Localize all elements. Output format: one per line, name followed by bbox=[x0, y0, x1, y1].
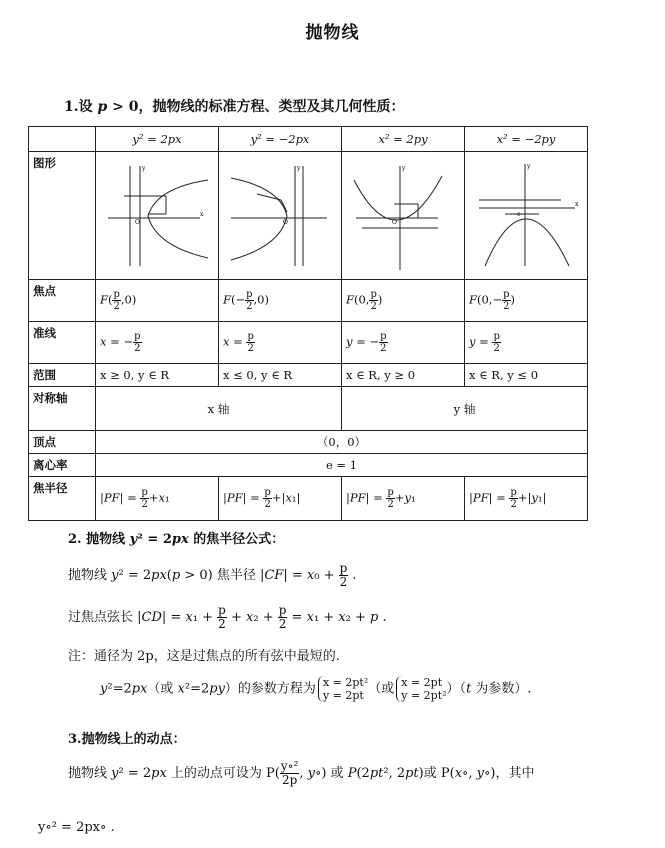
directrix-cell: y = $\frac{p}{2}$ bbox=[465, 322, 588, 364]
axis-cell-x: x 轴 bbox=[96, 387, 342, 431]
graph-row bbox=[29, 152, 588, 280]
focal-radius-cell: |PF| = $\frac{p}{2}$ +|x₁| bbox=[219, 477, 342, 521]
svg-text:x: x bbox=[200, 210, 204, 218]
focal-radius-cell: |PF| = $\frac{p}{2}$ +y₁ bbox=[342, 477, 465, 521]
section-2-line-2: 过焦点弦长 |CD| = x₁ + $\frac{p}{2}$ + x₂ + $\frac{p}{2}$ = x₁ + x₂ + p . bbox=[68, 603, 387, 631]
svg-text:y: y bbox=[297, 164, 301, 172]
header-eq-4: x² = −2py bbox=[465, 127, 588, 152]
section-2-note: 注：通径为 2p，这是过焦点的所有弦中最短的. bbox=[68, 649, 340, 664]
header-eq-3: x² = 2py bbox=[342, 127, 465, 152]
row-label-range: 范围 bbox=[29, 364, 96, 387]
svg-text:x: x bbox=[575, 200, 579, 208]
header-eq-1: y² = 2px bbox=[96, 127, 219, 152]
directrix-cell: y = − $\frac{p}{2}$ bbox=[342, 322, 465, 364]
row-label-focus: 焦点 bbox=[29, 280, 96, 322]
section-2-heading: 2. 抛物线 y² = 2px 的焦半径公式： bbox=[68, 532, 285, 547]
svg-text:y: y bbox=[402, 164, 406, 172]
section-3-heading: 3.抛物线上的动点： bbox=[68, 732, 186, 747]
page-title: 抛物线 bbox=[305, 23, 360, 43]
section-2-parametric: y²=2px（或 x²=2py）的参数方程为 x = 2pt² y = 2pt （或 x = 2pt y = 2pt²）（t 为参数）. bbox=[100, 676, 532, 702]
focus-cell: F( $\frac{p}{2}$ ,0) bbox=[96, 280, 219, 322]
vertex-row bbox=[29, 431, 588, 454]
section-3-line-1: 抛物线 y² = 2px 上的动点可设为 P( $\frac{\text{y∘²}}{2p}$ , y∘) 或 P(2pt², 2pt)或 P(x∘, y∘)，其中 bbox=[68, 759, 535, 787]
svg-text:y: y bbox=[527, 162, 531, 170]
focus-cell: F(0,− $\frac{p}{2}$ ) bbox=[465, 280, 588, 322]
svg-text:O: O bbox=[392, 218, 397, 226]
graph-up-opening bbox=[342, 152, 465, 280]
graph-right-opening bbox=[96, 152, 219, 280]
range-cell: x ∈ R, y ≤ 0 bbox=[465, 364, 588, 387]
axis-cell-y: y 轴 bbox=[342, 387, 588, 431]
eccentricity-row bbox=[29, 454, 588, 477]
header-empty bbox=[29, 127, 96, 152]
svg-text:O: O bbox=[283, 218, 288, 226]
directrix-cell: x = − $\frac{p}{2}$ bbox=[96, 322, 219, 364]
section-1-heading: 1.设 p > 0，抛物线的标准方程、类型及其几何性质： bbox=[64, 99, 405, 115]
graph-left-opening bbox=[219, 152, 342, 280]
focus-cell: F(− $\frac{p}{2}$ ,0) bbox=[219, 280, 342, 322]
focus-row bbox=[29, 280, 588, 322]
row-label-vertex: 顶点 bbox=[29, 431, 96, 454]
graph-down-opening bbox=[465, 152, 588, 280]
focal-radius-cell: |PF| = $\frac{p}{2}$ +|y₁| bbox=[465, 477, 588, 521]
directrix-cell: x = $\frac{p}{2}$ bbox=[219, 322, 342, 364]
focal-radius-row bbox=[29, 477, 588, 521]
eccentricity-cell: e = 1 bbox=[96, 454, 588, 477]
table-header-row bbox=[29, 127, 588, 152]
svg-text:O: O bbox=[135, 218, 140, 226]
axis-row bbox=[29, 387, 588, 431]
focus-cell: F(0, $\frac{p}{2}$ ) bbox=[342, 280, 465, 322]
range-row bbox=[29, 364, 588, 387]
svg-text:y: y bbox=[142, 164, 146, 172]
directrix-row bbox=[29, 322, 588, 364]
range-cell: x ∈ R, y ≥ 0 bbox=[342, 364, 465, 387]
vertex-cell: （0，0） bbox=[96, 431, 588, 454]
row-label-graph: 图形 bbox=[29, 152, 96, 280]
section-3-line-2: y∘² = 2px∘ . bbox=[38, 820, 115, 835]
row-label-eccentricity: 离心率 bbox=[29, 454, 96, 477]
row-label-focal-radius: 焦半径 bbox=[29, 477, 96, 521]
focal-radius-cell: |PF| = $\frac{p}{2}$ +x₁ bbox=[96, 477, 219, 521]
row-label-directrix: 准线 bbox=[29, 322, 96, 364]
section-2-line-1: 抛物线 y² = 2px(p > 0) 焦半径 |CF| = x₀ + $\frac{p}{2}$ . bbox=[68, 561, 357, 589]
range-cell: x ≥ 0, y ∈ R bbox=[96, 364, 219, 387]
svg-text:o: o bbox=[517, 210, 521, 218]
header-eq-2: y² = −2px bbox=[219, 127, 342, 152]
parabola-table bbox=[28, 126, 588, 521]
range-cell: x ≤ 0, y ∈ R bbox=[219, 364, 342, 387]
row-label-axis: 对称轴 bbox=[29, 387, 96, 431]
